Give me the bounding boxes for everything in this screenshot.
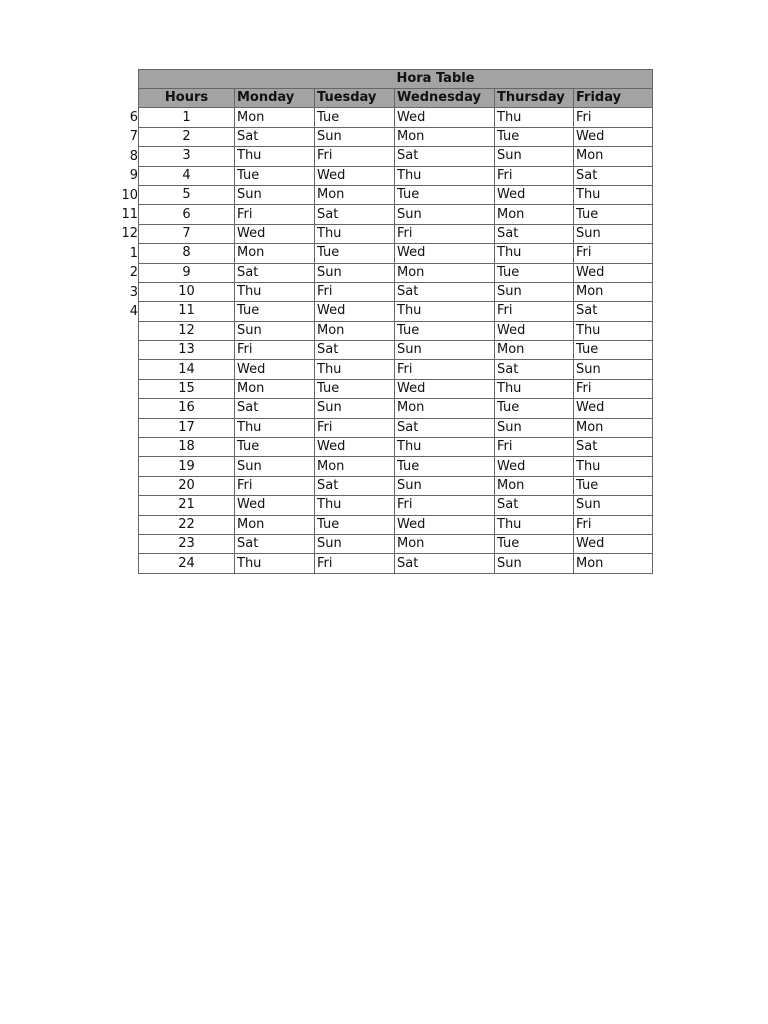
side-number: 6 bbox=[129, 110, 138, 125]
monday-cell: Tue bbox=[235, 302, 315, 321]
table-row bbox=[139, 302, 653, 321]
thursday-cell: Tue bbox=[495, 534, 574, 553]
wednesday-cell: Wed bbox=[395, 379, 495, 398]
hour-cell: 11 bbox=[139, 302, 235, 321]
hour-cell: 16 bbox=[139, 399, 235, 418]
monday-cell: Sat bbox=[235, 399, 315, 418]
monday-cell: Sat bbox=[235, 263, 315, 282]
side-number: 1 bbox=[129, 245, 138, 261]
table-row bbox=[139, 515, 653, 534]
tuesday-cell: Sat bbox=[315, 341, 395, 360]
wednesday-cell: Thu bbox=[395, 438, 495, 457]
friday-cell: Sun bbox=[574, 360, 653, 379]
side-number: 8 bbox=[129, 148, 138, 164]
friday-cell: Wed bbox=[574, 127, 653, 146]
table-row bbox=[139, 496, 653, 515]
side-number: 4 bbox=[129, 303, 138, 319]
wednesday-cell: Fri bbox=[395, 224, 495, 243]
side-number: 7 bbox=[129, 129, 138, 145]
tuesday-cell: Fri bbox=[315, 554, 395, 573]
monday-cell: Thu bbox=[235, 282, 315, 301]
table-row bbox=[139, 205, 653, 224]
thursday-cell: Wed bbox=[495, 321, 574, 340]
monday-cell: Sat bbox=[235, 534, 315, 553]
table-title: Hora Table bbox=[139, 70, 653, 89]
friday-cell: Mon bbox=[574, 554, 653, 573]
tuesday-cell: Tue bbox=[315, 244, 395, 263]
wednesday-cell: Mon bbox=[395, 263, 495, 282]
table-row bbox=[139, 360, 653, 379]
monday-cell: Mon bbox=[235, 379, 315, 398]
friday-cell: Fri bbox=[574, 244, 653, 263]
table-row bbox=[139, 147, 653, 166]
monday-cell: Sun bbox=[235, 321, 315, 340]
column-header-hours: Hours bbox=[139, 89, 235, 108]
friday-cell: Wed bbox=[574, 534, 653, 553]
thursday-cell: Sun bbox=[495, 554, 574, 573]
side-number-column bbox=[100, 108, 138, 321]
wednesday-cell: Thu bbox=[395, 302, 495, 321]
thursday-cell: Thu bbox=[495, 108, 574, 127]
thursday-cell: Wed bbox=[495, 457, 574, 476]
table-row bbox=[139, 224, 653, 243]
table-title-row bbox=[139, 70, 653, 89]
thursday-cell: Sat bbox=[495, 224, 574, 243]
friday-cell: Thu bbox=[574, 321, 653, 340]
wednesday-cell: Tue bbox=[395, 457, 495, 476]
table-row bbox=[139, 457, 653, 476]
thursday-cell: Sun bbox=[495, 282, 574, 301]
monday-cell: Tue bbox=[235, 438, 315, 457]
table-row bbox=[139, 127, 653, 146]
table-row bbox=[139, 185, 653, 204]
tuesday-cell: Thu bbox=[315, 496, 395, 515]
tuesday-cell: Tue bbox=[315, 108, 395, 127]
wednesday-cell: Fri bbox=[395, 496, 495, 515]
side-number: 11 bbox=[121, 206, 138, 222]
wednesday-cell: Thu bbox=[395, 166, 495, 185]
monday-cell: Thu bbox=[235, 418, 315, 437]
table-row bbox=[139, 108, 653, 127]
thursday-cell: Tue bbox=[495, 263, 574, 282]
tuesday-cell: Thu bbox=[315, 360, 395, 379]
hour-cell: 14 bbox=[139, 360, 235, 379]
thursday-cell: Fri bbox=[495, 438, 574, 457]
thursday-cell: Fri bbox=[495, 302, 574, 321]
monday-cell: Sun bbox=[235, 185, 315, 204]
hour-cell: 3 bbox=[139, 147, 235, 166]
hour-cell: 7 bbox=[139, 224, 235, 243]
friday-cell: Tue bbox=[574, 341, 653, 360]
column-header-thursday: Thursday bbox=[495, 89, 574, 108]
hour-cell: 4 bbox=[139, 166, 235, 185]
hour-cell: 22 bbox=[139, 515, 235, 534]
table-row bbox=[139, 166, 653, 185]
tuesday-cell: Sun bbox=[315, 263, 395, 282]
column-header-wednesday: Wednesday bbox=[395, 89, 495, 108]
monday-cell: Fri bbox=[235, 476, 315, 495]
thursday-cell: Mon bbox=[495, 476, 574, 495]
friday-cell: Thu bbox=[574, 457, 653, 476]
wednesday-cell: Sun bbox=[395, 476, 495, 495]
tuesday-cell: Fri bbox=[315, 282, 395, 301]
monday-cell: Wed bbox=[235, 360, 315, 379]
table-row bbox=[139, 282, 653, 301]
tuesday-cell: Sat bbox=[315, 205, 395, 224]
tuesday-cell: Sun bbox=[315, 399, 395, 418]
hour-cell: 17 bbox=[139, 418, 235, 437]
thursday-cell: Sun bbox=[495, 147, 574, 166]
thursday-cell: Sat bbox=[495, 360, 574, 379]
side-number: 10 bbox=[121, 187, 138, 203]
table-row bbox=[139, 341, 653, 360]
table-row bbox=[139, 399, 653, 418]
friday-cell: Sat bbox=[574, 438, 653, 457]
tuesday-cell: Sun bbox=[315, 534, 395, 553]
hour-cell: 10 bbox=[139, 282, 235, 301]
column-header-monday: Monday bbox=[235, 89, 315, 108]
column-header-tuesday: Tuesday bbox=[315, 89, 395, 108]
thursday-cell: Mon bbox=[495, 341, 574, 360]
monday-cell: Wed bbox=[235, 224, 315, 243]
wednesday-cell: Tue bbox=[395, 321, 495, 340]
hour-cell: 15 bbox=[139, 379, 235, 398]
wednesday-cell: Mon bbox=[395, 127, 495, 146]
thursday-cell: Thu bbox=[495, 515, 574, 534]
tuesday-cell: Mon bbox=[315, 457, 395, 476]
friday-cell: Fri bbox=[574, 515, 653, 534]
hour-cell: 12 bbox=[139, 321, 235, 340]
table-row bbox=[139, 244, 653, 263]
tuesday-cell: Tue bbox=[315, 515, 395, 534]
hour-cell: 21 bbox=[139, 496, 235, 515]
side-number: 9 bbox=[129, 168, 138, 184]
friday-cell: Fri bbox=[574, 379, 653, 398]
wednesday-cell: Mon bbox=[395, 399, 495, 418]
friday-cell: Mon bbox=[574, 418, 653, 437]
tuesday-cell: Mon bbox=[315, 185, 395, 204]
friday-cell: Wed bbox=[574, 399, 653, 418]
table-row bbox=[139, 554, 653, 573]
thursday-cell: Tue bbox=[495, 399, 574, 418]
wednesday-cell: Tue bbox=[395, 185, 495, 204]
monday-cell: Thu bbox=[235, 554, 315, 573]
tuesday-cell: Mon bbox=[315, 321, 395, 340]
thursday-cell: Thu bbox=[495, 379, 574, 398]
wednesday-cell: Sat bbox=[395, 282, 495, 301]
monday-cell: Thu bbox=[235, 147, 315, 166]
wednesday-cell: Sat bbox=[395, 147, 495, 166]
table-row bbox=[139, 263, 653, 282]
side-number: 3 bbox=[129, 284, 138, 300]
monday-cell: Sat bbox=[235, 127, 315, 146]
thursday-cell: Tue bbox=[495, 127, 574, 146]
tuesday-cell: Sat bbox=[315, 476, 395, 495]
table-row bbox=[139, 321, 653, 340]
wednesday-cell: Fri bbox=[395, 360, 495, 379]
wednesday-cell: Sun bbox=[395, 341, 495, 360]
monday-cell: Tue bbox=[235, 166, 315, 185]
table-body bbox=[139, 108, 653, 573]
hour-cell: 6 bbox=[139, 205, 235, 224]
tuesday-cell: Fri bbox=[315, 418, 395, 437]
hour-cell: 5 bbox=[139, 185, 235, 204]
hora-table bbox=[138, 69, 653, 574]
tuesday-cell: Wed bbox=[315, 302, 395, 321]
monday-cell: Fri bbox=[235, 341, 315, 360]
tuesday-cell: Wed bbox=[315, 438, 395, 457]
hour-cell: 2 bbox=[139, 127, 235, 146]
tuesday-cell: Wed bbox=[315, 166, 395, 185]
table-row bbox=[139, 476, 653, 495]
friday-cell: Mon bbox=[574, 282, 653, 301]
tuesday-cell: Sun bbox=[315, 127, 395, 146]
friday-cell: Fri bbox=[574, 108, 653, 127]
monday-cell: Mon bbox=[235, 244, 315, 263]
hour-cell: 24 bbox=[139, 554, 235, 573]
monday-cell: Mon bbox=[235, 515, 315, 534]
thursday-cell: Fri bbox=[495, 166, 574, 185]
side-number: 2 bbox=[129, 265, 138, 281]
hour-cell: 23 bbox=[139, 534, 235, 553]
table-header-row bbox=[139, 89, 653, 108]
hour-cell: 13 bbox=[139, 341, 235, 360]
side-number: 12 bbox=[121, 226, 138, 242]
friday-cell: Sun bbox=[574, 496, 653, 515]
table-row bbox=[139, 534, 653, 553]
tuesday-cell: Tue bbox=[315, 379, 395, 398]
tuesday-cell: Thu bbox=[315, 224, 395, 243]
friday-cell: Tue bbox=[574, 205, 653, 224]
wednesday-cell: Mon bbox=[395, 534, 495, 553]
wednesday-cell: Sat bbox=[395, 554, 495, 573]
thursday-cell: Sat bbox=[495, 496, 574, 515]
friday-cell: Mon bbox=[574, 147, 653, 166]
wednesday-cell: Wed bbox=[395, 108, 495, 127]
table-row bbox=[139, 379, 653, 398]
hour-cell: 18 bbox=[139, 438, 235, 457]
tuesday-cell: Fri bbox=[315, 147, 395, 166]
wednesday-cell: Sun bbox=[395, 205, 495, 224]
hour-cell: 1 bbox=[139, 108, 235, 127]
table-row bbox=[139, 418, 653, 437]
thursday-cell: Thu bbox=[495, 244, 574, 263]
monday-cell: Sun bbox=[235, 457, 315, 476]
thursday-cell: Sun bbox=[495, 418, 574, 437]
monday-cell: Wed bbox=[235, 496, 315, 515]
hour-cell: 9 bbox=[139, 263, 235, 282]
wednesday-cell: Sat bbox=[395, 418, 495, 437]
column-header-friday: Friday bbox=[574, 89, 653, 108]
hour-cell: 20 bbox=[139, 476, 235, 495]
friday-cell: Sat bbox=[574, 302, 653, 321]
wednesday-cell: Wed bbox=[395, 244, 495, 263]
hour-cell: 19 bbox=[139, 457, 235, 476]
friday-cell: Thu bbox=[574, 185, 653, 204]
hour-cell: 8 bbox=[139, 244, 235, 263]
table-row bbox=[139, 438, 653, 457]
thursday-cell: Wed bbox=[495, 185, 574, 204]
friday-cell: Wed bbox=[574, 263, 653, 282]
thursday-cell: Mon bbox=[495, 205, 574, 224]
friday-cell: Tue bbox=[574, 476, 653, 495]
friday-cell: Sun bbox=[574, 224, 653, 243]
monday-cell: Fri bbox=[235, 205, 315, 224]
wednesday-cell: Wed bbox=[395, 515, 495, 534]
friday-cell: Sat bbox=[574, 166, 653, 185]
monday-cell: Mon bbox=[235, 108, 315, 127]
